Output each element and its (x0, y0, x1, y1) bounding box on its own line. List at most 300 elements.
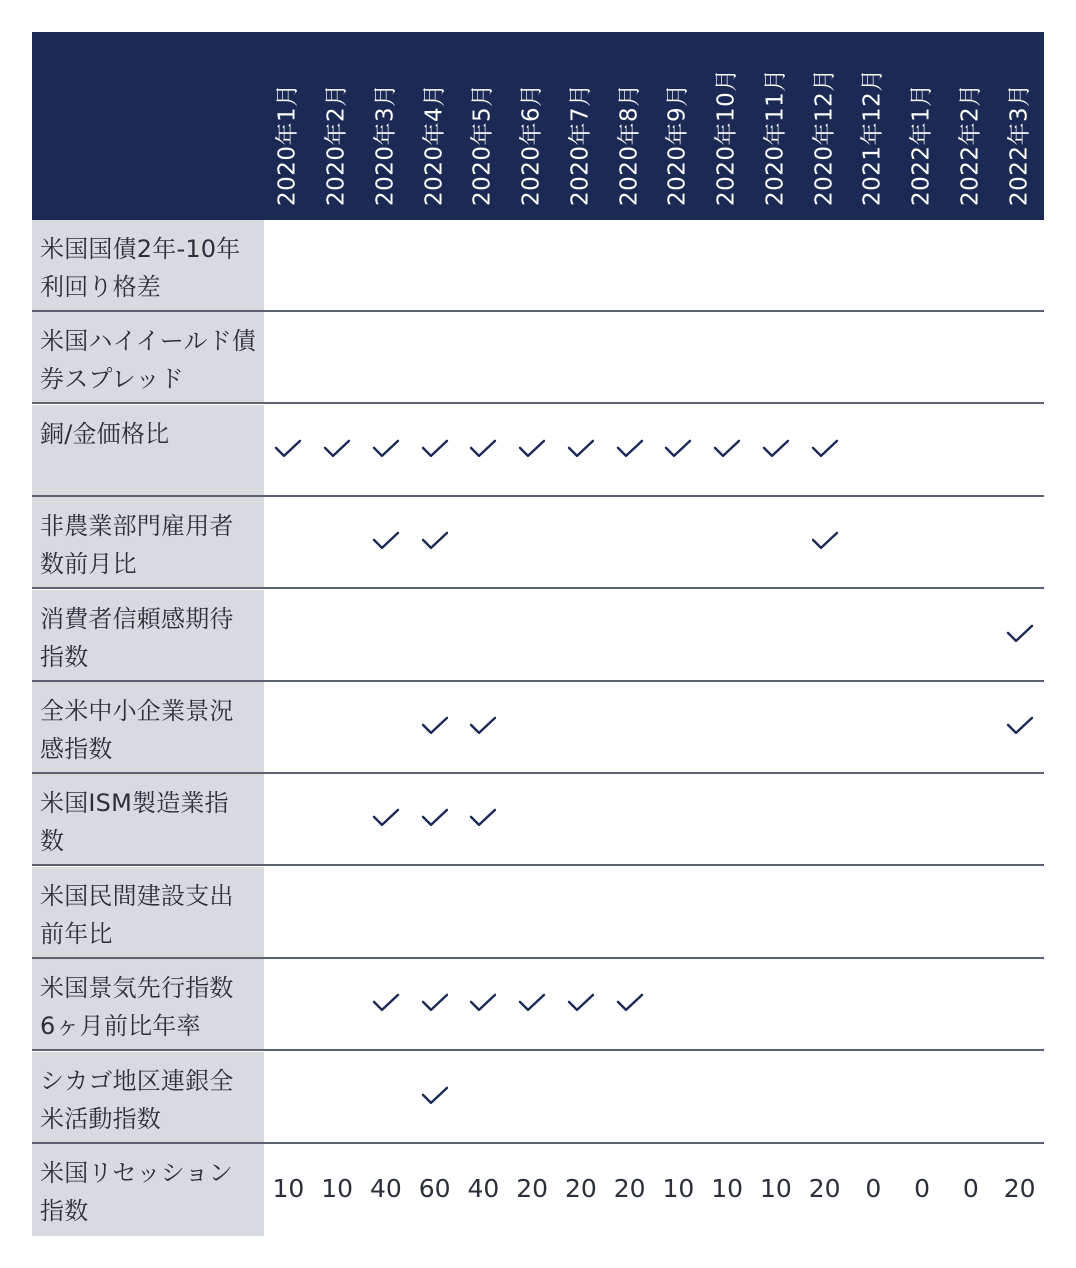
table-cell (947, 1052, 996, 1142)
row-label (40, 600, 260, 676)
column-header-8 (605, 32, 654, 220)
table-cell (995, 682, 1044, 772)
check-icon (1006, 715, 1034, 737)
table-cell (849, 959, 898, 1049)
table-cell (654, 959, 703, 1049)
row-label-line: 米国民間建設支出 (40, 881, 234, 910)
column-header-label: 2020年10月 (713, 68, 740, 206)
check-icon (469, 438, 497, 460)
table-cell (410, 774, 459, 864)
table-cell (557, 590, 606, 680)
table-cell (459, 497, 508, 587)
table-row (32, 405, 1044, 497)
table-row (32, 590, 1044, 682)
column-header-label: 2020年8月 (616, 83, 643, 206)
table-cell (752, 867, 801, 957)
recession-index-value: 10 (272, 1174, 305, 1203)
check-icon (372, 807, 400, 829)
table-cell (508, 590, 557, 680)
column-header-label: 2020年4月 (421, 83, 448, 206)
table-cell (508, 405, 557, 495)
row-label (40, 507, 260, 583)
row-label-line: 米国ハイイールド債 (40, 327, 257, 356)
table-cell (362, 774, 411, 864)
table-cell (800, 1144, 849, 1234)
table-cell (947, 959, 996, 1049)
table-cell (410, 1144, 459, 1234)
check-icon (372, 992, 400, 1014)
table-cell (605, 959, 654, 1049)
table-cell (410, 867, 459, 957)
table-cell (264, 959, 313, 1049)
table-cell (508, 1144, 557, 1234)
table-cell (362, 312, 411, 402)
table-cell (654, 497, 703, 587)
check-icon (762, 438, 790, 460)
table-cell (362, 867, 411, 957)
table-cell (459, 312, 508, 402)
column-header-label: 2020年6月 (518, 83, 545, 206)
column-header-label: 2020年12月 (811, 68, 838, 206)
column-header-label: 2020年5月 (469, 83, 496, 206)
check-icon (518, 438, 546, 460)
recession-index-value: 10 (759, 1174, 792, 1203)
table-cell (264, 682, 313, 772)
table-cell (800, 405, 849, 495)
column-header-4 (410, 32, 459, 220)
table-cell (508, 867, 557, 957)
row-label-line: 指数 (40, 1197, 89, 1225)
table-cell (995, 1052, 1044, 1142)
row-label-cell (32, 312, 264, 403)
row-label-line: シカゴ地区連銀全 (40, 1066, 234, 1095)
column-header-label: 2020年1月 (274, 83, 301, 206)
table-cell (264, 1144, 313, 1234)
column-header-1 (264, 32, 313, 220)
table-cell (849, 1052, 898, 1142)
table-cell (508, 774, 557, 864)
check-icon (421, 530, 449, 552)
table-cell (410, 220, 459, 310)
column-header-5 (459, 32, 508, 220)
check-icon (518, 992, 546, 1014)
table-cell (313, 405, 362, 495)
table-cell (362, 497, 411, 587)
table-cell (947, 405, 996, 495)
check-icon (469, 715, 497, 737)
column-header-label: 2020年11月 (762, 68, 789, 206)
recession-index-value: 20 (516, 1174, 549, 1203)
recession-index-value: 40 (369, 1174, 402, 1203)
table-cell (605, 312, 654, 402)
table-cell (654, 867, 703, 957)
table-cell (800, 220, 849, 310)
table-cell (605, 497, 654, 587)
check-icon (616, 438, 644, 460)
check-icon (567, 992, 595, 1014)
table-cell (459, 220, 508, 310)
table-cell (264, 497, 313, 587)
row-label-cell (32, 959, 264, 1050)
row-label-line: 米国国債2年-10年 (40, 235, 241, 263)
table-cell (947, 774, 996, 864)
column-header-2 (313, 32, 362, 220)
table-cell (654, 220, 703, 310)
table-cell (849, 220, 898, 310)
row-label-cell (32, 682, 264, 773)
row-label (40, 692, 260, 768)
table-cell (898, 312, 947, 402)
column-header-16 (995, 32, 1044, 220)
table-cell (654, 312, 703, 402)
table-row (32, 774, 1044, 866)
table-cell (557, 867, 606, 957)
column-header-14 (898, 32, 947, 220)
table-cell (752, 1144, 801, 1234)
row-label-cell (32, 867, 264, 958)
column-header-15 (947, 32, 996, 220)
column-header-label: 2020年7月 (567, 83, 594, 206)
check-icon (421, 715, 449, 737)
check-icon (421, 1084, 449, 1106)
check-icon (567, 438, 595, 460)
table-cell (752, 405, 801, 495)
recession-index-value: 0 (962, 1174, 979, 1203)
table-cell (410, 497, 459, 587)
table-cell (557, 1052, 606, 1142)
table-cell (557, 220, 606, 310)
table-cell (752, 959, 801, 1049)
table-cell (898, 1144, 947, 1234)
row-label-line: 銅/金価格比 (40, 419, 170, 448)
check-icon (811, 438, 839, 460)
table-cell (898, 1052, 947, 1142)
table-cell (703, 1144, 752, 1234)
table-cell (508, 682, 557, 772)
table-cell (410, 1052, 459, 1142)
table-cell (703, 1052, 752, 1142)
table-cell (459, 682, 508, 772)
table-cell (605, 1052, 654, 1142)
column-header-label: 2022年1月 (908, 83, 935, 206)
table-cell (849, 1144, 898, 1234)
row-label-line: 全米中小企業景況 (40, 697, 234, 725)
table-cell (605, 220, 654, 310)
table-cell (313, 867, 362, 957)
table-cell (557, 497, 606, 587)
table-cell (947, 867, 996, 957)
table-cell (508, 312, 557, 402)
table-cell (947, 220, 996, 310)
recession-index-value: 10 (711, 1174, 744, 1203)
table-cell (313, 1052, 362, 1142)
table-cell (557, 1144, 606, 1234)
table-cell (703, 682, 752, 772)
recession-index-value: 20 (808, 1174, 841, 1203)
table-row (32, 959, 1044, 1051)
table-cell (995, 774, 1044, 864)
summary-row (32, 1144, 1044, 1236)
table-cell (508, 220, 557, 310)
table-cell (995, 959, 1044, 1049)
table-cell (898, 867, 947, 957)
table-cell (849, 312, 898, 402)
table-cell (313, 1144, 362, 1234)
table-cell (264, 312, 313, 402)
table-cell (703, 405, 752, 495)
row-label-line: 6ヶ月前比年率 (40, 1012, 201, 1041)
table-cell (703, 497, 752, 587)
table-cell (557, 682, 606, 772)
row-label-line: 非農業部門雇用者 (40, 512, 234, 541)
table-cell (752, 312, 801, 402)
recession-index-value: 60 (418, 1174, 451, 1203)
table-cell (605, 682, 654, 772)
table-cell (459, 405, 508, 495)
check-icon (372, 530, 400, 552)
check-icon (372, 438, 400, 460)
table-cell (800, 774, 849, 864)
row-label-line: 感指数 (40, 735, 113, 763)
column-header-12 (800, 32, 849, 220)
table-cell (459, 867, 508, 957)
row-label (40, 1062, 260, 1138)
table-cell (557, 405, 606, 495)
check-icon (713, 438, 741, 460)
table-cell (800, 867, 849, 957)
table-cell (362, 959, 411, 1049)
table-cell (654, 1144, 703, 1234)
check-icon (616, 992, 644, 1014)
table-cell (703, 312, 752, 402)
row-label-line: 米国リセッション (40, 1159, 233, 1187)
table-cell (752, 1052, 801, 1142)
row-label-cell (32, 1052, 264, 1143)
table-row (32, 682, 1044, 774)
table-cell (362, 590, 411, 680)
row-label-line: 利回り格差 (40, 273, 161, 301)
table-cell (264, 1052, 313, 1142)
table-cell (849, 590, 898, 680)
row-label-cell (32, 1144, 264, 1236)
row-label-line: 米国ISM製造業指 (40, 789, 229, 818)
row-label (40, 969, 260, 1045)
check-icon (469, 992, 497, 1014)
table-cell (410, 959, 459, 1049)
table-cell (752, 774, 801, 864)
column-header-band (32, 32, 1044, 220)
table-cell (898, 590, 947, 680)
row-label (40, 322, 260, 398)
row-label-cell (32, 774, 264, 865)
table-cell (264, 220, 313, 310)
table-cell (459, 774, 508, 864)
column-header-10 (703, 32, 752, 220)
table-cell (654, 405, 703, 495)
table-cell (313, 220, 362, 310)
recession-index-value: 20 (613, 1174, 646, 1203)
table-cell (557, 774, 606, 864)
table-cell (703, 959, 752, 1049)
column-header-6 (508, 32, 557, 220)
column-header-9 (654, 32, 703, 220)
check-icon (274, 438, 302, 460)
check-icon (421, 807, 449, 829)
table-cell (557, 312, 606, 402)
recession-index-value: 10 (662, 1174, 695, 1203)
table-cell (654, 774, 703, 864)
row-label-cell (32, 405, 264, 496)
table-cell (898, 405, 947, 495)
check-icon (469, 807, 497, 829)
table-cell (508, 1052, 557, 1142)
column-header-11 (752, 32, 801, 220)
column-header-3 (362, 32, 411, 220)
column-header-13 (849, 32, 898, 220)
table-cell (849, 405, 898, 495)
row-label-line: 米活動指数 (40, 1104, 161, 1133)
table-cell (995, 867, 1044, 957)
column-header-label: 2022年3月 (1006, 83, 1033, 206)
row-label (40, 784, 260, 860)
table-row (32, 867, 1044, 959)
table-cell (459, 590, 508, 680)
row-label-line: 数 (40, 827, 65, 856)
column-header-label: 2020年9月 (664, 83, 691, 206)
table-cell (849, 497, 898, 587)
column-header-label: 2022年2月 (957, 83, 984, 206)
row-label (40, 415, 260, 453)
table-cell (362, 405, 411, 495)
table-cell (605, 867, 654, 957)
recession-index-value: 0 (865, 1174, 882, 1203)
table-cell (605, 590, 654, 680)
table-cell (752, 590, 801, 680)
recession-index-value: 20 (1003, 1174, 1036, 1203)
table-cell (508, 959, 557, 1049)
table-cell (313, 312, 362, 402)
table-cell (800, 959, 849, 1049)
table-cell (800, 312, 849, 402)
table-cell (313, 497, 362, 587)
table-cell (995, 220, 1044, 310)
table-cell (605, 1144, 654, 1234)
table-cell (995, 497, 1044, 587)
check-icon (1006, 622, 1034, 644)
row-label-line: 数前月比 (40, 550, 137, 579)
table-cell (800, 682, 849, 772)
table-cell (849, 682, 898, 772)
recession-index-value: 10 (321, 1174, 354, 1203)
table-cell (508, 497, 557, 587)
table-cell (703, 867, 752, 957)
table-cell (898, 220, 947, 310)
column-header-label: 2020年3月 (372, 83, 399, 206)
table-cell (849, 774, 898, 864)
table-cell (947, 1144, 996, 1234)
table-cell (752, 220, 801, 310)
table-cell (703, 774, 752, 864)
row-label-line: 指数 (40, 642, 89, 671)
row-label-line: 米国景気先行指数 (40, 974, 234, 1003)
table-cell (362, 1052, 411, 1142)
table-cell (800, 497, 849, 587)
table-cell (898, 682, 947, 772)
table-cell (264, 774, 313, 864)
table-cell (995, 405, 1044, 495)
table-cell (947, 682, 996, 772)
table-cell (849, 867, 898, 957)
row-label (40, 230, 260, 306)
table-cell (362, 220, 411, 310)
table-cell (703, 220, 752, 310)
row-label (40, 1154, 260, 1230)
table-cell (654, 682, 703, 772)
table-cell (898, 774, 947, 864)
table-row (32, 497, 1044, 589)
row-label-line: 券スプレッド (40, 365, 184, 394)
recession-index-value: 0 (914, 1174, 931, 1203)
table-cell (898, 959, 947, 1049)
table-cell (947, 497, 996, 587)
column-header-label: 2021年12月 (859, 68, 886, 206)
table-row (32, 1052, 1044, 1144)
table-cell (605, 774, 654, 864)
table-cell (410, 312, 459, 402)
table-cell (410, 405, 459, 495)
column-header-label: 2020年2月 (323, 83, 350, 206)
table-row (32, 312, 1044, 404)
check-icon (323, 438, 351, 460)
table-cell (703, 590, 752, 680)
table-cell (362, 682, 411, 772)
table-cell (410, 682, 459, 772)
table-cell (313, 590, 362, 680)
table-cell (313, 959, 362, 1049)
table-cell (605, 405, 654, 495)
recession-index-value: 40 (467, 1174, 500, 1203)
table-cell (410, 590, 459, 680)
table-cell (459, 959, 508, 1049)
row-label (40, 877, 260, 953)
check-icon (421, 992, 449, 1014)
table-cell (557, 959, 606, 1049)
table-cell (459, 1144, 508, 1234)
row-label-line: 消費者信頼感期待 (40, 604, 234, 633)
table-cell (459, 1052, 508, 1142)
table-row (32, 220, 1044, 312)
table-cell (752, 682, 801, 772)
column-header-7 (557, 32, 606, 220)
table-cell (264, 867, 313, 957)
table-cell (947, 312, 996, 402)
table-cell (264, 590, 313, 680)
table-cell (800, 590, 849, 680)
table-cell (995, 1144, 1044, 1234)
check-icon (664, 438, 692, 460)
recession-index-value: 20 (564, 1174, 597, 1203)
table-cell (654, 590, 703, 680)
table-cell (800, 1052, 849, 1142)
table-cell (362, 1144, 411, 1234)
row-label-cell (32, 590, 264, 681)
check-icon (811, 530, 839, 552)
table-cell (313, 682, 362, 772)
table-cell (995, 312, 1044, 402)
table-cell (947, 590, 996, 680)
table-cell (898, 497, 947, 587)
row-label-cell (32, 497, 264, 588)
